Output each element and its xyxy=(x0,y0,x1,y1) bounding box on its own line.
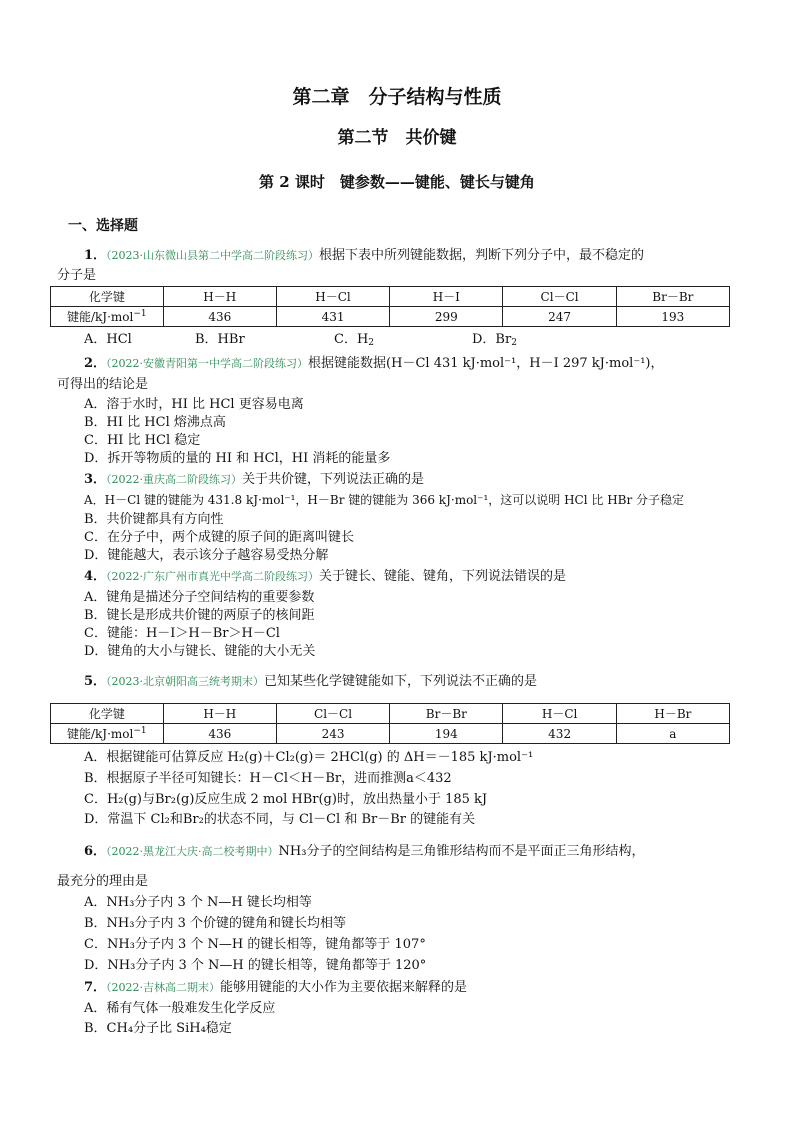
question-number: 2． xyxy=(84,356,107,371)
option-a: A．键角是描述分子空间结构的重要参数 xyxy=(84,590,315,605)
option-b: B．键长是形成共价键的两原子的核间距 xyxy=(84,608,315,623)
question-source: （2022·广东广州市真光中学高二阶段练习） xyxy=(106,570,320,583)
question-source: （2023·北京朝阳高三统考期末） xyxy=(106,675,265,688)
part-title: 一、选择题 xyxy=(68,218,138,234)
question-4 xyxy=(84,568,566,585)
option-a: A．HCl xyxy=(84,332,132,347)
question-source: （2022·吉林高二期末） xyxy=(106,981,221,994)
table-cell: 194 xyxy=(390,724,503,744)
question-source: （2022·重庆高二阶段练习） xyxy=(106,473,243,486)
question-6 xyxy=(84,843,644,860)
bond-energy-table-2 xyxy=(50,703,730,744)
option-d: D．常温下 Cl₂和Br₂的状态不同，与 Cl－Cl 和 Br－Br 的键能有关 xyxy=(84,812,476,827)
option-b: B．HI 比 HCl 熔沸点高 xyxy=(84,415,226,430)
table-row xyxy=(51,307,730,327)
table-cell: 化学键 xyxy=(51,704,164,724)
option-d: D．$Br_2$ xyxy=(472,332,517,348)
question-stem: 根据下表中所列键能数据，判断下列分子中，最不稳定的 xyxy=(319,248,645,263)
question-stem: NH₃分子的空间结构是三角锥形结构而不是平面正三角形结构， xyxy=(278,844,645,859)
table-cell: 243 xyxy=(276,724,389,744)
option-d: D．NH₃分子内 3 个 N—H 的键长相等，键角都等于 120° xyxy=(84,958,427,973)
question-number: 3． xyxy=(84,472,107,487)
option-d: D．键能越大，表示该分子越容易受热分解 xyxy=(84,548,329,563)
question-source: （2022·安徽青阳第一中学高二阶段练习） xyxy=(106,357,309,370)
option-c: C．NH₃分子内 3 个 N—H 的键长相等，键角都等于 107° xyxy=(84,937,426,952)
question-stem-cont: 可得出的结论是 xyxy=(57,377,149,392)
table-cell: Br－Br xyxy=(390,704,503,724)
question-3 xyxy=(84,471,424,488)
question-number: 6． xyxy=(84,844,107,859)
option-b: B．NH₃分子内 3 个价键的键角和键长均相等 xyxy=(84,916,347,931)
question-stem-cont: 分子是 xyxy=(57,268,97,283)
question-stem: 根据键能数据(H－Cl 431 kJ·mol⁻¹，H－I 297 kJ·mol⁻¹)， xyxy=(308,356,664,371)
lesson-title: 第 2 课时 键参数——键能、键长与键角 xyxy=(259,173,535,191)
table-cell: 436 xyxy=(163,724,276,744)
table-cell: H－Br xyxy=(616,704,729,724)
option-c: C．HI 比 HCl 稳定 xyxy=(84,433,201,448)
question-source: （2022·黑龙江大庆·高二校考期中） xyxy=(106,845,279,858)
question-stem: 关于键长、键能、键角，下列说法错误的是 xyxy=(319,569,567,584)
table-cell: 193 xyxy=(616,307,729,327)
table-header-row xyxy=(51,287,730,307)
question-number: 4． xyxy=(84,569,107,584)
option-b: B．共价键都具有方向性 xyxy=(84,512,224,527)
option-d: D．键角的大小与键长、键能的大小无关 xyxy=(84,644,316,659)
option-a: A．NH₃分子内 3 个 N—H 键长均相等 xyxy=(84,895,312,910)
table-cell: Cl－Cl xyxy=(276,704,389,724)
table-cell: 436 xyxy=(163,307,276,327)
option-c: C．H₂(g)与Br₂(g)反应生成 2 mol HBr(g)时，放出热量小于 185 kJ xyxy=(84,792,488,807)
table-cell: H－Cl xyxy=(503,704,616,724)
table-cell: 化学键 xyxy=(51,287,164,307)
table-row-label: 键能/kJ·mol$^{-1}$ xyxy=(51,307,164,327)
chapter-title: 第二章 分子结构与性质 xyxy=(292,86,502,108)
option-a: A．溶于水时，HI 比 HCl 更容易电离 xyxy=(84,397,304,412)
question-number: 7． xyxy=(84,980,107,995)
option-b: B．根据原子半径可知键长：H－Cl＜H－Br，进而推测a＜432 xyxy=(84,771,452,786)
table-cell: Cl－Cl xyxy=(503,287,616,307)
section-title: 第二节 共价键 xyxy=(337,128,457,148)
table-cell: 247 xyxy=(503,307,616,327)
table-cell: H－I xyxy=(390,287,503,307)
question-stem: 能够用键能的大小作为主要依据来解释的是 xyxy=(220,980,468,995)
question-source: （2023·山东微山县第二中学高二阶段练习） xyxy=(106,249,320,262)
option-b: B．CH₄分子比 SiH₄稳定 xyxy=(84,1021,232,1036)
table-cell: H－H xyxy=(163,287,276,307)
question-stem: 已知某些化学键键能如下，下列说法不正确的是 xyxy=(264,674,538,689)
table-row-label: 键能/kJ·mol$^{-1}$ xyxy=(51,724,164,744)
option-a: A．稀有气体一般难发生化学反应 xyxy=(84,1001,276,1016)
question-number: 1． xyxy=(84,248,107,263)
option-c: C．$H_2$ xyxy=(334,332,375,348)
question-5 xyxy=(84,673,537,690)
option-b: B．HBr xyxy=(195,332,245,347)
option-c: C．在分子中，两个成键的原子间的距离叫键长 xyxy=(84,530,354,545)
bond-energy-table-1 xyxy=(50,286,730,327)
option-a: A．H－Cl 键的键能为 431.8 kJ·mol⁻¹，H－Br 键的键能为 366 kJ·mol⁻¹，这可以说明 HCl 比 HBr 分子稳定 xyxy=(84,493,685,507)
question-stem: 关于共价键，下列说法正确的是 xyxy=(242,472,425,487)
table-cell: H－H xyxy=(163,704,276,724)
question-1 xyxy=(84,247,644,264)
table-cell: 431 xyxy=(276,307,389,327)
table-cell: 432 xyxy=(503,724,616,744)
table-cell: 299 xyxy=(390,307,503,327)
option-c: C．键能：H－I＞H－Br＞H－Cl xyxy=(84,626,280,641)
question-stem-cont: 最充分的理由是 xyxy=(57,874,149,889)
question-number: 5． xyxy=(84,674,107,689)
question-2 xyxy=(84,355,663,372)
table-header-row xyxy=(51,704,730,724)
option-a: A．根据键能可估算反应 H₂(g)＋Cl₂(g)＝ 2HCl(g) 的 ΔH＝－185 kJ·mol⁻¹ xyxy=(84,750,534,765)
table-row xyxy=(51,724,730,744)
table-cell: a xyxy=(616,724,729,744)
table-cell: Br－Br xyxy=(616,287,729,307)
table-cell: H－Cl xyxy=(276,287,389,307)
question-7 xyxy=(84,979,467,996)
option-d: D．拆开等物质的量的 HI 和 HCl，HI 消耗的能量多 xyxy=(84,451,391,466)
